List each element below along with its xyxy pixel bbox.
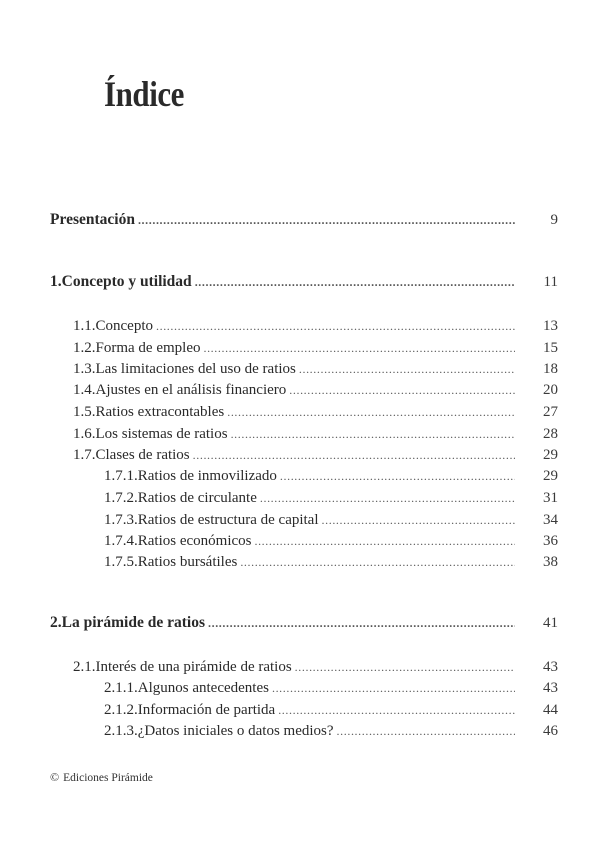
dot-leader <box>272 678 515 698</box>
toc-entry-title: Forma de empleo <box>95 340 201 356</box>
toc-page-number: 44 <box>543 702 558 718</box>
toc-page-number: 36 <box>543 533 558 549</box>
toc-page-number: 41 <box>543 615 558 631</box>
dot-leader <box>337 721 515 741</box>
dot-leader <box>260 488 515 508</box>
toc-entry-1-7-4[interactable] <box>104 531 518 551</box>
dot-leader <box>289 380 515 400</box>
toc-entry-title: Ratios bursátiles <box>137 554 238 570</box>
toc-entry-number: 1.5. <box>73 404 96 420</box>
toc-entry-number: 1.7.4. <box>104 533 138 549</box>
toc-entry-number: 2.1.1. <box>104 680 138 696</box>
toc-entry-title: Ratios de estructura de capital <box>137 512 319 528</box>
toc-entry-title: ¿Datos iniciales o datos medios? <box>137 723 334 739</box>
toc-entry-1-7-5[interactable] <box>104 552 518 572</box>
toc-entry-number: 1.7.3. <box>104 512 138 528</box>
dot-leader <box>295 657 515 677</box>
toc-entry-2-1-3[interactable] <box>104 721 518 741</box>
dot-leader <box>278 700 515 720</box>
toc-entry-1-2[interactable] <box>73 338 518 358</box>
dot-leader <box>195 272 515 292</box>
dot-leader <box>138 210 515 230</box>
toc-entry-number: 2.1. <box>73 659 96 675</box>
page-title: Índice <box>104 74 184 114</box>
toc-entry-2-1-1[interactable] <box>104 678 518 698</box>
toc-entry-1-4[interactable] <box>73 380 518 400</box>
toc-entry-number: 1.6. <box>73 426 96 442</box>
toc-entry-number: 2.1.3. <box>104 723 138 739</box>
toc-entry-title: Las limitaciones del uso de ratios <box>95 361 296 377</box>
toc-entry-1-7-3[interactable] <box>104 510 518 530</box>
footer-copyright <box>50 770 153 785</box>
toc-entry-number: 2.1.2. <box>104 702 138 718</box>
copyright-symbol: © <box>50 770 60 784</box>
toc-page-number: 9 <box>550 212 558 228</box>
toc-entry-number: 1.2. <box>73 340 96 356</box>
toc-entry-title: Ratios de inmovilizado <box>137 468 277 484</box>
toc-entry-number: 1.1. <box>73 318 96 334</box>
toc-page-number: 27 <box>543 404 558 420</box>
toc-entry-title: Presentación <box>50 211 135 228</box>
toc-page-number: 31 <box>543 490 558 506</box>
toc-page-number: 29 <box>543 468 558 484</box>
toc-page-number: 28 <box>543 426 558 442</box>
toc-page-number: 18 <box>543 361 558 377</box>
toc-page-number: 43 <box>543 680 558 696</box>
dot-leader <box>227 402 515 422</box>
dot-leader <box>240 552 515 572</box>
dot-leader <box>231 424 515 444</box>
toc-entry-2-1[interactable] <box>73 657 518 677</box>
dot-leader <box>208 613 515 633</box>
toc-entry-chapter-2[interactable] <box>50 613 518 633</box>
toc-entry-2-1-2[interactable] <box>104 700 518 720</box>
toc-entry-1-1[interactable] <box>73 316 518 336</box>
dot-leader <box>299 359 515 379</box>
publisher-name: Ediciones Pirámide <box>63 772 153 784</box>
toc-page-number: 43 <box>543 659 558 675</box>
toc-entry-title: Ratios económicos <box>137 533 252 549</box>
toc-page-number: 20 <box>543 382 558 398</box>
dot-leader <box>280 466 515 486</box>
toc-entry-title: Clases de ratios <box>95 447 190 463</box>
toc-entry-number: 2. <box>50 614 62 631</box>
toc-entry-number: 1.7. <box>73 447 96 463</box>
toc-entry-title: La pirámide de ratios <box>61 614 205 631</box>
toc-entry-title: Algunos antecedentes <box>137 680 269 696</box>
toc-entry-number: 1.3. <box>73 361 96 377</box>
toc-entry-1-7-2[interactable] <box>104 488 518 508</box>
toc-page-number: 29 <box>543 447 558 463</box>
toc-entry-1-3[interactable] <box>73 359 518 379</box>
toc-entry-title: Ratios extracontables <box>95 404 225 420</box>
toc-entry-number: 1.7.1. <box>104 468 138 484</box>
toc-entry-title: Los sistemas de ratios <box>95 426 228 442</box>
dot-leader <box>322 510 515 530</box>
toc-page-number: 15 <box>543 340 558 356</box>
toc-entry-title: Información de partida <box>137 702 276 718</box>
toc-entry-title: Ajustes en el análisis financiero <box>95 382 287 398</box>
toc-entry-number: 1. <box>50 273 62 290</box>
toc-entry-number: 1.4. <box>73 382 96 398</box>
toc-entry-title: Concepto <box>95 318 153 334</box>
toc-entry-title: Ratios de circulante <box>137 490 257 506</box>
toc-entry-number: 1.7.5. <box>104 554 138 570</box>
toc-entry-title: Interés de una pirámide de ratios <box>95 659 292 675</box>
toc-entry-title: Concepto y utilidad <box>61 273 192 290</box>
toc-entry-presentacion[interactable] <box>50 210 518 230</box>
toc-page-number: 34 <box>543 512 558 528</box>
toc-page-number: 46 <box>543 723 558 739</box>
dot-leader <box>254 531 515 551</box>
toc-entry-1-7[interactable] <box>73 445 518 465</box>
dot-leader <box>203 338 515 358</box>
toc-entry-1-7-1[interactable] <box>104 466 518 486</box>
dot-leader <box>156 316 515 336</box>
toc-entry-1-6[interactable] <box>73 424 518 444</box>
toc-page-number: 13 <box>543 318 558 334</box>
toc-entry-1-5[interactable] <box>73 402 518 422</box>
toc-page-number: 38 <box>543 554 558 570</box>
toc-entry-number: 1.7.2. <box>104 490 138 506</box>
dot-leader <box>193 445 515 465</box>
toc-page-number: 11 <box>543 274 558 290</box>
toc-entry-chapter-1[interactable] <box>50 272 518 292</box>
